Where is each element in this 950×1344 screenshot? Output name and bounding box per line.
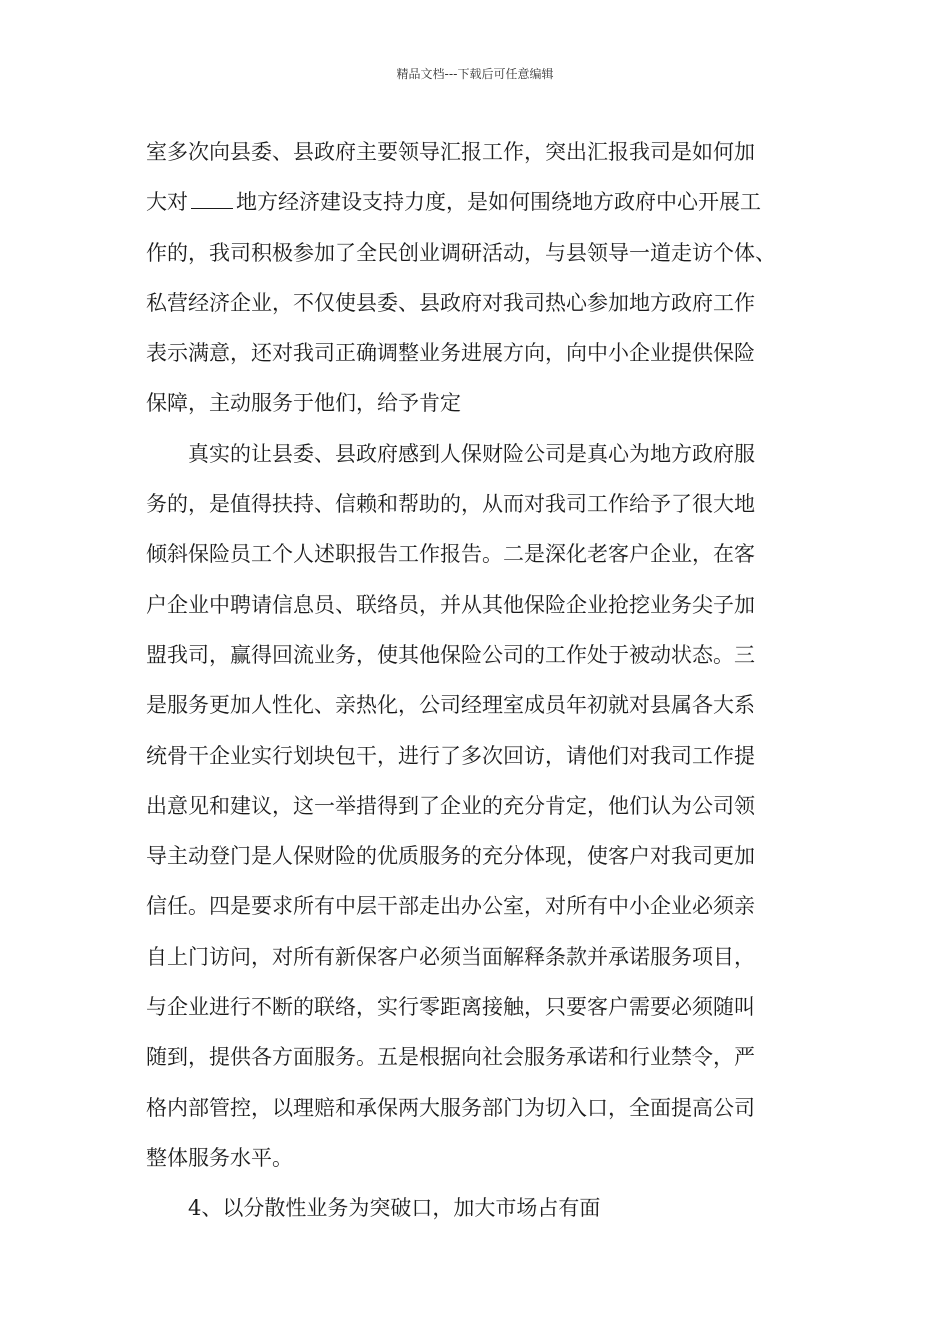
text-line: 作的，我司积极参加了全民创业调研活动，与县领导一道走访个体、 bbox=[146, 240, 776, 265]
text-segment: 地方经济建设支持力度，是如何围绕地方政府中心开展工 bbox=[236, 190, 761, 215]
text-line-with-blank bbox=[146, 177, 826, 227]
text-segment: 大对 bbox=[146, 190, 188, 215]
text-line: 是服务更加人性化、亲热化，公司经理室成员年初就对县属各大系 bbox=[146, 693, 755, 718]
text-line: 整体服务水平。 bbox=[146, 1145, 293, 1170]
text-line: 出意见和建议，这一举措得到了企业的充分肯定，他们认为公司领 bbox=[146, 793, 755, 818]
text-line: 真实的让县委、县政府感到人保财险公司是真心为地方政府服 bbox=[146, 441, 755, 466]
text-line: 倾斜保险员工个人述职报告工作报告。二是深化老客户企业，在客 bbox=[146, 542, 755, 567]
fill-in-blank bbox=[191, 190, 233, 209]
text-line: 户企业中聘请信息员、联络员，并从其他保险企业抢挖业务尖子加 bbox=[146, 592, 755, 617]
text-line: 盟我司，赢得回流业务，使其他保险公司的工作处于被动状态。三 bbox=[146, 642, 755, 667]
paragraph-1 bbox=[146, 127, 826, 429]
text-line: 信任。四是要求所有中层干部走出办公室，对所有中小企业必须亲 bbox=[146, 894, 755, 919]
text-line: 表示满意，还对我司正确调整业务进展方向，向中小企业提供保险 bbox=[146, 341, 755, 366]
text-line: 统骨干企业实行划块包干，进行了多次回访，请他们对我司工作提 bbox=[146, 743, 755, 768]
text-line: 导主动登门是人保财险的优质服务的充分体现，使客户对我司更加 bbox=[146, 844, 755, 869]
text-line: 格内部管控，以理赔和承保两大服务部门为切入口，全面提高公司 bbox=[146, 1095, 755, 1120]
document-body bbox=[146, 127, 826, 1234]
paragraph-2 bbox=[146, 429, 826, 1183]
text-line: 随到，提供各方面服务。五是根据向社会服务承诺和行业禁令，严 bbox=[146, 1045, 755, 1070]
text-line: 私营经济企业，不仅使县委、县政府对我司热心参加地方政府工作 bbox=[146, 290, 755, 315]
page-header: 精品文档---下载后可任意编辑 bbox=[396, 67, 554, 81]
text-line: 自上门访问，对所有新保客户必须当面解释条款并承诺服务项目， bbox=[146, 944, 755, 969]
text-line: 室多次向县委、县政府主要领导汇报工作，突出汇报我司是如何加 bbox=[146, 140, 755, 164]
text-line: 与企业进行不断的联络，实行零距离接触，只要客户需要必须随叫 bbox=[146, 995, 755, 1020]
text-line: 保障，主动服务于他们，给予肯定 bbox=[146, 391, 461, 416]
section-heading: 4、以分散性业务为突破口，加大市场占有面 bbox=[146, 1196, 601, 1221]
text-line: 务的，是值得扶持、信赖和帮助的，从而对我司工作给予了很大地 bbox=[146, 492, 755, 517]
